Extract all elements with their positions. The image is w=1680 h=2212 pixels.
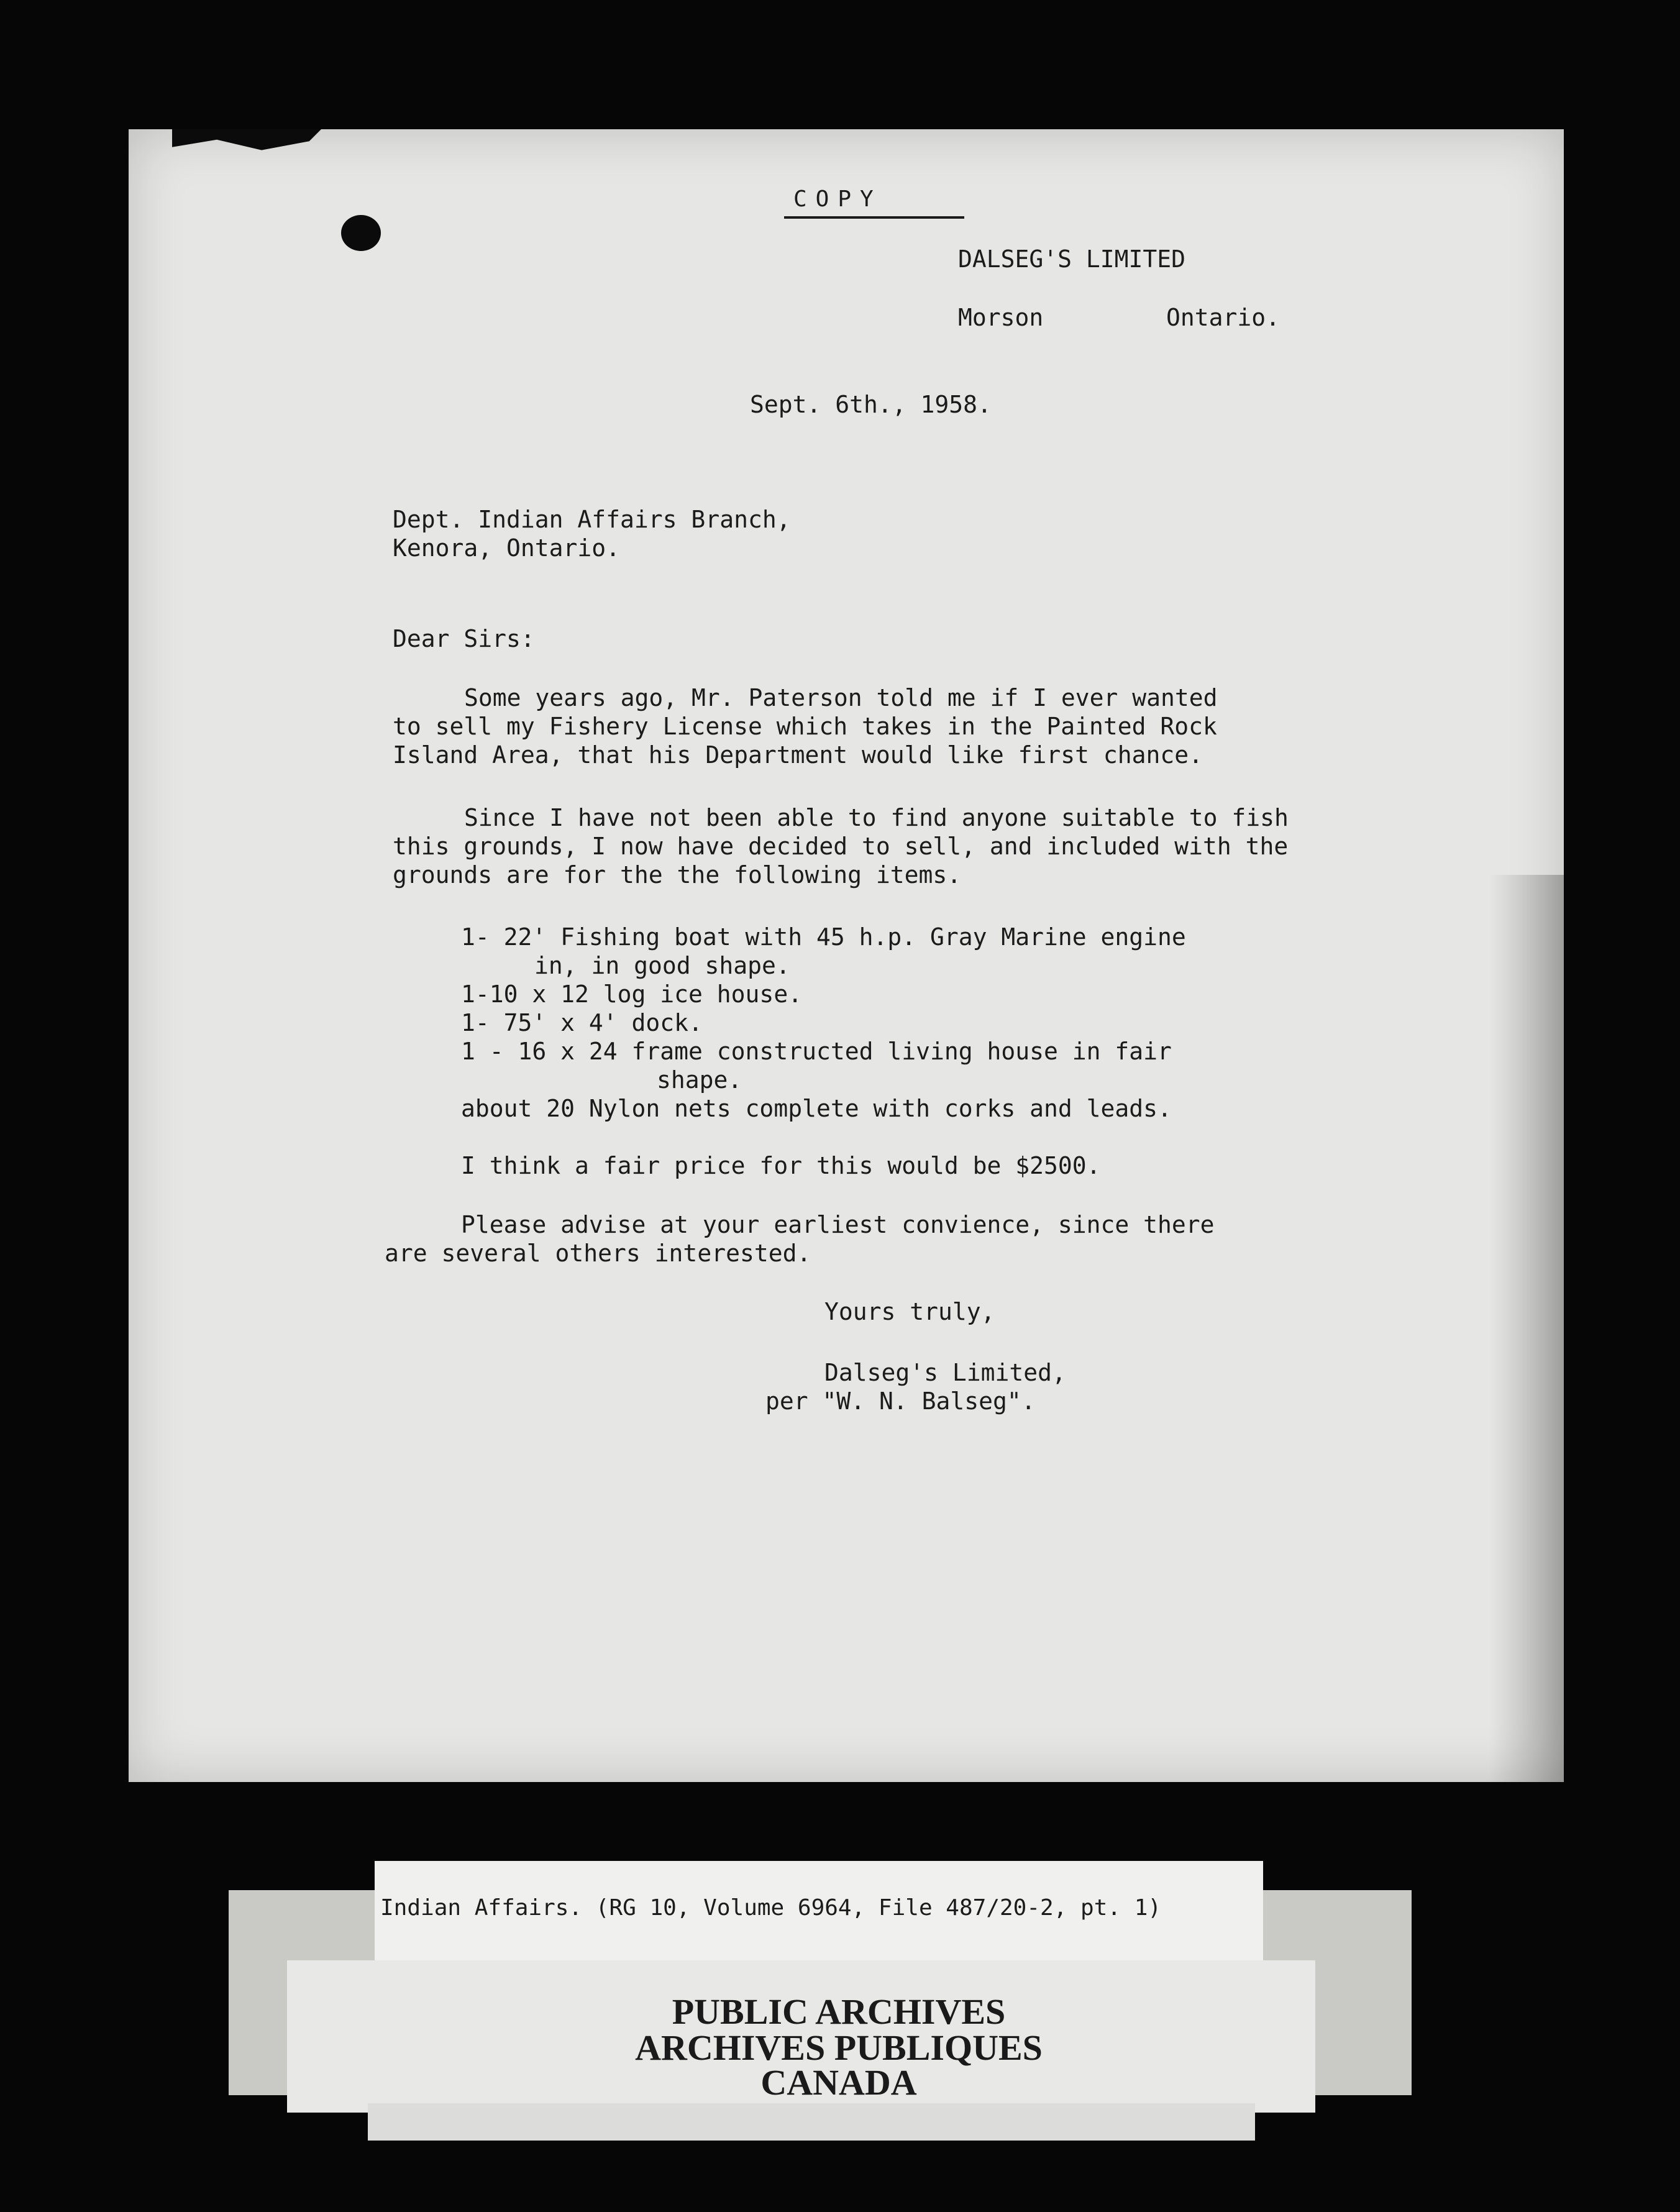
signature-per: per "W. N. Balseg". [765,1387,1036,1415]
archive-bottom-strip [368,2103,1255,2141]
letter-page [129,129,1564,1782]
price-line: I think a fair price for this would be $2500. [461,1152,1101,1179]
archive-stamp-line-1: PUBLIC ARCHIVES [672,1991,1006,2032]
sender-town: Morson [958,304,1044,331]
item-nets: about 20 Nylon nets complete with corks and leads. [461,1095,1172,1122]
archive-stamp-line-2: ARCHIVES PUBLIQUES [635,2027,1043,2068]
item-living-house-continued: shape. [657,1066,742,1094]
paragraph1-line-1: Some years ago, Mr. Paterson told me if I ever wanted [464,684,1218,711]
torn-corner [172,129,321,159]
paragraph2-line-2: this grounds, I now have decided to sell, and included with the [393,833,1289,860]
item-boat: 1- 22' Fishing boat with 45 h.p. Gray Marine engine [461,923,1186,951]
signature-company: Dalseg's Limited, [824,1359,1066,1386]
paragraph3-line-1: Please advise at your earliest convience, since there [461,1211,1215,1238]
paragraph3-line-2: are several others interested. [385,1240,811,1267]
paragraph1-line-2: to sell my Fishery License which takes in the Painted Rock [393,713,1217,740]
copy-underline [784,216,964,219]
salutation: Dear Sirs: [393,625,535,652]
paragraph2-line-1: Since I have not been able to find anyone suitable to fish [464,804,1289,831]
item-dock: 1- 75' x 4' dock. [461,1009,703,1036]
paragraph1-line-3: Island Area, that his Department would like first chance. [393,741,1203,769]
archive-stamp-line-3: CANADA [760,2062,917,2103]
edge-stain [1489,875,1564,1782]
sender-company: DALSEG'S LIMITED [958,245,1186,273]
recipient-line-2: Kenora, Ontario. [393,534,621,562]
item-boat-continued: in, in good shape. [534,952,790,979]
archive-reference: Indian Affairs. (RG 10, Volume 6964, File 487/20-2, pt. 1) [380,1895,1162,1921]
letter-date: Sept. 6th., 1958. [750,391,992,418]
copy-mark: COPY [793,186,882,212]
closing: Yours truly, [824,1298,995,1325]
item-ice-house: 1-10 x 12 log ice house. [461,980,803,1008]
sender-province: Ontario. [1166,304,1281,331]
paragraph2-line-3: grounds are for the the following items. [393,861,962,889]
item-living-house: 1 - 16 x 24 frame constructed living house in fair [461,1038,1172,1065]
punch-hole [341,215,381,251]
recipient-line-1: Dept. Indian Affairs Branch, [393,506,791,533]
